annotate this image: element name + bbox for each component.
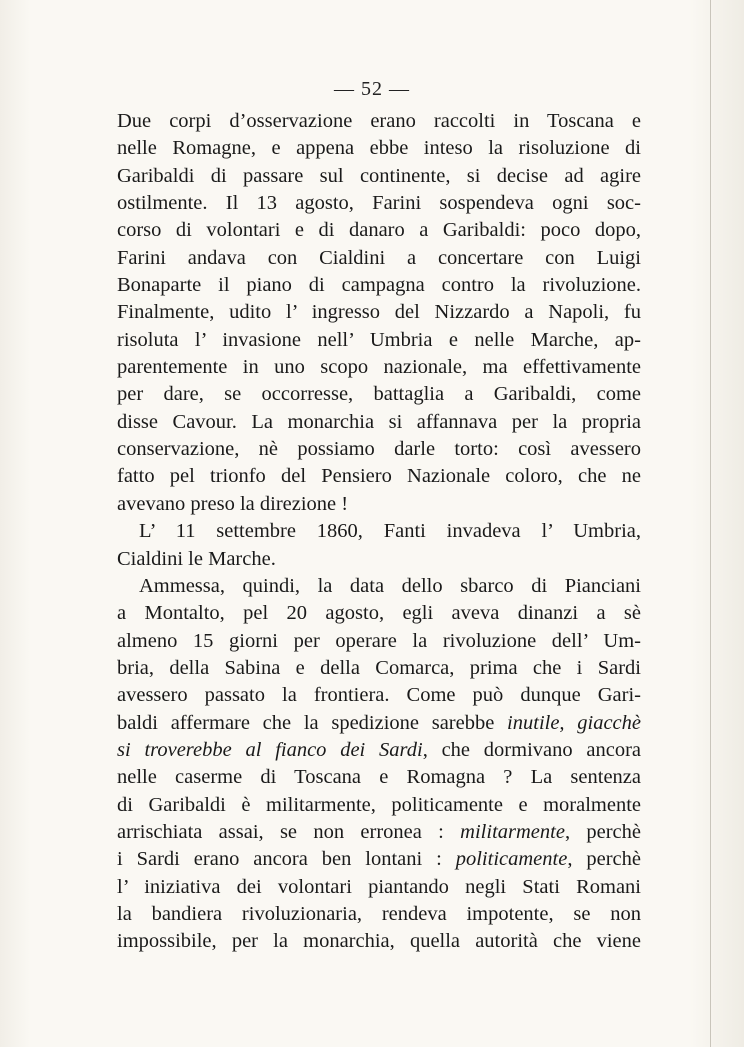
text-line: disse Cavour. La monarchia si affannava per la propria [117,410,641,433]
page-edge-divider [710,0,711,1047]
text-line: per dare, se occorresse, battaglia a Garibaldi, come [117,383,641,406]
text-line: Ammessa, quindi, la data dello sbarco di Pianciani [139,574,641,597]
text-line: Due corpi d’osservazione erano raccolti in Toscana e [117,110,641,132]
text-line: impossibile, per la monarchia, quella autorità che viene [117,930,641,953]
italic-segment: si troverebbe al fianco dei Sardi [117,738,423,761]
text-line: avessero passato la frontiera. Come può dunque Gari- [117,684,641,707]
body-text [117,108,641,956]
text-segment: , perchè [567,848,641,871]
text-line: di Garibaldi è militarmente, politicamente e moralmente [117,793,641,816]
text-line [117,737,641,764]
text-line: nelle caserme di Toscana e Romagna ? La sentenza [117,766,641,789]
text-line: bria, della Sabina e della Comarca, prima che i Sardi [117,656,641,679]
text-line: l’ iniziativa dei volontari piantando negli Stati Romani [117,875,641,898]
text-line: Garibaldi di passare sul continente, si decise ad agire [117,164,641,187]
italic-segment: militarmente [460,820,565,843]
text-line: risoluta l’ invasione nell’ Umbria e nelle Marche, ap- [117,328,641,351]
text-line: conservazione, nè possiamo darle torto: così avessero [117,438,641,461]
text-line: parentemente in uno scopo nazionale, ma effettivamente [117,356,641,379]
text-line: corso di volontari e di danaro a Garibaldi: poco dopo, [117,219,641,242]
italic-segment: politicamente [455,848,568,871]
text-segment: , perchè [564,820,641,843]
text-line [117,846,641,873]
text-line: la bandiera rivoluzionaria, rendeva impotente, se non [117,902,641,925]
text-line: a Montalto, pel 20 agosto, egli aveva dinanzi a sè [117,602,641,625]
text-line: ostilmente. Il 13 agosto, Farini sospendeva ogni soc- [117,192,641,215]
page-number: — 52 — [334,78,410,100]
text-line: almeno 15 giorni per operare la rivoluzione dell’ Um- [117,629,641,652]
text-line: avevano preso la direzione ! [117,492,349,515]
text-line: fatto pel trionfo del Pensiero Nazionale coloro, che ne [117,465,641,488]
text-segment: , che dormivano ancora [422,738,642,761]
italic-segment: inutile, giacchè [507,711,642,734]
text-line: Farini andava con Cialdini a concertare con Luigi [117,246,641,269]
text-line: Cialdini le Marche. [117,547,276,570]
text-line: L’ 11 settembre 1860, Fanti invadeva l’ Umbria, [139,520,641,543]
text-segment: baldi affermare che la spedizione sarebbe [117,711,508,734]
text-line [117,819,641,846]
text-line: Finalmente, udito l’ ingresso del Nizzardo a Napoli, fu [117,301,641,324]
text-line [117,710,641,737]
text-segment: arrischiata assai, se non erronea : [117,820,461,843]
text-segment: i Sardi erano ancora ben lontani : [117,848,456,871]
text-line: Bonaparte il piano di campagna contro la rivoluzione. [117,274,641,297]
text-line: nelle Romagne, e appena ebbe inteso la risoluzione di [117,137,641,160]
